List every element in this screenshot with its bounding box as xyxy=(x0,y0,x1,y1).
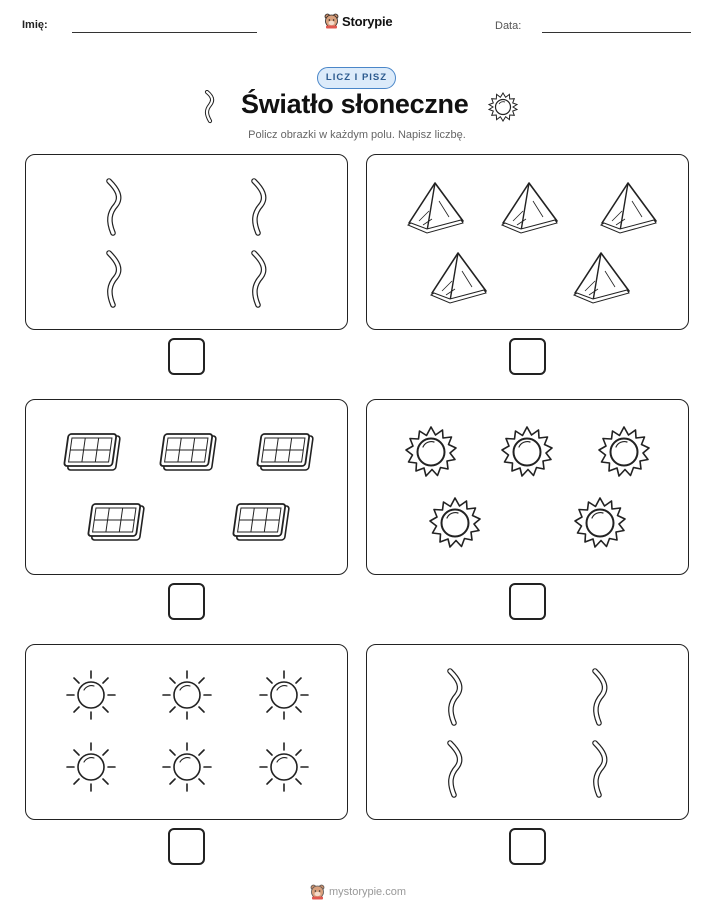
solar-panel-icon xyxy=(232,504,289,540)
answer-box-4[interactable] xyxy=(509,583,546,620)
solar-panel-icon xyxy=(256,434,313,470)
brand-name: Storypie xyxy=(342,13,393,29)
count-panel-3 xyxy=(25,399,348,575)
wavy-line-icon xyxy=(595,671,605,723)
wavy-line-icon xyxy=(595,743,605,795)
bear-mascot-icon xyxy=(324,13,339,29)
sun-face-icon xyxy=(487,91,519,123)
wavy-line-icon xyxy=(254,253,264,305)
wavy-line-icon xyxy=(109,181,119,233)
footer xyxy=(310,884,406,900)
wavy-line-icon xyxy=(450,743,460,795)
answer-box-1[interactable] xyxy=(168,338,205,375)
count-panel-6 xyxy=(366,644,689,820)
activity-badge: LICZ I PISZ xyxy=(317,67,396,89)
sun-face-icon xyxy=(406,427,456,476)
count-panel-4 xyxy=(366,399,689,575)
brand-logo xyxy=(324,13,392,29)
sun-face-icon xyxy=(502,427,552,476)
name-label: Imię: xyxy=(22,19,48,31)
answer-box-2[interactable] xyxy=(509,338,546,375)
pyramid-prism-icon xyxy=(431,253,486,303)
solar-panel-icon xyxy=(63,434,120,470)
sun-face-icon xyxy=(599,427,649,476)
pyramid-prism-icon xyxy=(601,183,656,233)
wavy-line-icon xyxy=(254,181,264,233)
wavy-line-icon xyxy=(450,671,460,723)
answer-box-6[interactable] xyxy=(509,828,546,865)
pyramid-prism-icon xyxy=(502,183,557,233)
sun-face-icon xyxy=(430,498,480,547)
solar-panel-icon xyxy=(87,504,144,540)
worksheet-header xyxy=(0,0,714,50)
footer-url[interactable]: mystorypie.com xyxy=(329,886,407,898)
date-line xyxy=(542,32,691,33)
wavy-line-icon xyxy=(109,253,119,305)
instructions: Policz obrazki w każdym polu. Napisz liczbę. xyxy=(248,129,466,141)
sun-rays-icon xyxy=(67,743,115,791)
pyramid-prism-icon xyxy=(574,253,629,303)
answer-box-5[interactable] xyxy=(168,828,205,865)
answer-box-3[interactable] xyxy=(168,583,205,620)
name-line xyxy=(72,32,257,33)
sun-rays-icon xyxy=(260,671,308,719)
sun-rays-icon xyxy=(67,671,115,719)
solar-panel-icon xyxy=(159,434,216,470)
pyramid-prism-icon xyxy=(408,183,463,233)
count-panel-5 xyxy=(25,644,348,820)
count-panel-1 xyxy=(25,154,348,330)
date-label: Data: xyxy=(495,20,522,32)
title-row xyxy=(0,86,714,126)
page-title: Światło słoneczne xyxy=(241,89,469,119)
sun-rays-icon xyxy=(163,743,211,791)
sun-rays-icon xyxy=(260,743,308,791)
sun-face-icon xyxy=(575,498,625,547)
sun-rays-icon xyxy=(163,671,211,719)
count-panel-2 xyxy=(366,154,689,330)
bear-mascot-icon xyxy=(310,884,325,900)
wavy-line-icon xyxy=(200,90,220,124)
